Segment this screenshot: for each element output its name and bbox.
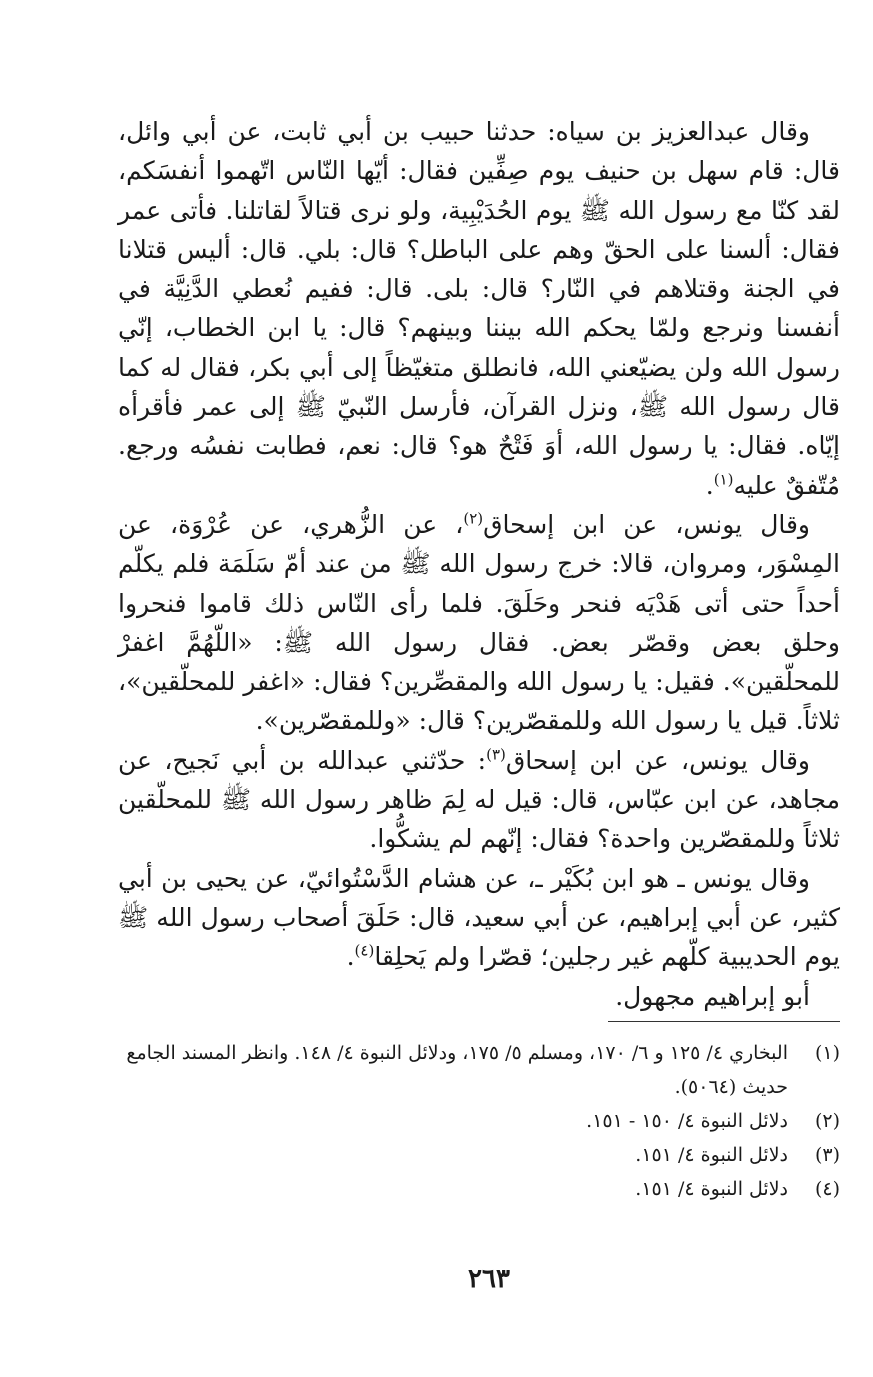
footnote-3 — [118, 1138, 840, 1172]
paragraph-1-text: وقال عبدالعزيز بن سياه: حدثنا حبيب بن أبي ثابت، عن أبي وائل، قال: قام سهل بن حنيف يوم صِفِّين فقال: أيّها النّاس اتّهموا أنفسَكم، لقد كنّا مع رسول الله ﷺ يوم الحُدَيْبِية، ولو نرى قتالاً لقاتلنا. فأتى عمر فقال: ألسنا على الحقّ وهم على الباطل؟ قال: بلي. قال: أليس قتلانا في الجنة وقتلاهم في النّار؟ قال: بلى. قال: ففيم نُعطي الدَّنِيَّة في أنفسنا ونرجع ولمّا يحكم الله بيننا وبينهم؟ قال: يا ابن الخطاب، إنّي رسول الله ولن يضيّعني الله، فانطلق متغيّظاً إلى أبي بكر، فقال له كما قال رسول الله ﷺ، ونزل القرآن، فأرسل النّبيّ ﷺ إلى عمر فأقرأه إيّاه. فقال: يا رسول الله، أوَ فَتْحٌ هو؟ قال: نعم، فطابت نفسُه ورجع. مُتّفقٌ عليه — [118, 117, 840, 500]
footnote-ref-2: (٢) — [463, 509, 484, 528]
footnote-4 — [118, 1172, 840, 1206]
footnote-2 — [118, 1104, 840, 1138]
paragraph-4-text: وقال يونس ـ هو ابن بُكَيْر ـ، عن هشام الدَّسْتُوائيّ، عن يحيى بن أبي كثير، عن أبي إبراهيم، عن أبي سعيد، قال: حَلَقَ أصحاب رسول الله ﷺ يوم الحديبية كلّهم غير رجلين؛ قصّرا ولم يَحلِقا — [118, 863, 840, 972]
page-number: ٢٦٣ — [468, 1264, 510, 1294]
paragraph-5 — [118, 977, 840, 1016]
footnote-number: (٢) — [814, 1110, 840, 1132]
footnote-text: البخاري ٤/ ١٢٥ و ٦/ ١٧٠، ومسلم ٥/ ١٧٥، ودلائل النبوة ٤/ ١٤٨. وانظر المسند الجامع حديث (٥٠٦٤). — [126, 1042, 788, 1098]
paragraph-3 — [118, 741, 840, 859]
footnote-1 — [118, 1036, 840, 1104]
footnote-text: دلائل النبوة ٤/ ١٥١. — [635, 1144, 788, 1166]
book-page — [118, 112, 840, 1292]
paragraph-1 — [118, 112, 840, 505]
footnote-ref-4: (٤) — [354, 941, 375, 960]
paragraph-3-tail: : حدّثني عبدالله بن أبي نَجيح، عن مجاهد، عن ابن عبّاس، قال: قيل له لِمَ ظاهر رسول الله ﷺ للمحلّقين ثلاثاً وللمقصّرين واحدة؟ فقال: إنّهم لم يشكُّوا. — [118, 745, 840, 854]
footnote-text: دلائل النبوة ٤/ ١٥١. — [635, 1178, 788, 1200]
paragraph-2-tail: ، عن الزُّهري، عن عُرْوَة، عن المِسْوَر، ومروان، قالا: خرج رسول الله ﷺ من عند أمّ سَلَمَة فلم يكلّم أحداً حتى أتى هَدْيَه فنحر وحَلَقَ. فلما رأى النّاس ذلك قاموا فنحروا وحلق بعض وقصّر بعض. فقال رسول الله ﷺ: «اللّهُمَّ اغفرْ للمحلّقين». فقيل: يا رسول الله والمقصِّرين؟ فقال: «اغفر للمحلّقين»، ثلاثاً. قيل يا رسول الله وللمقصّرين؟ قال: «وللمقصّرين». — [118, 509, 840, 736]
footnote-ref-3: (٣) — [486, 745, 506, 764]
paragraph-3-text: وقال يونس، عن ابن إسحاق — [505, 745, 811, 775]
main-text — [118, 112, 840, 1016]
paragraph-4 — [118, 859, 840, 977]
paragraph-1-tail: . — [705, 470, 714, 500]
paragraph-2 — [118, 505, 840, 741]
footnotes — [118, 1036, 840, 1206]
footnote-number: (٤) — [814, 1178, 840, 1200]
paragraph-4-tail: . — [346, 942, 355, 972]
footnote-ref-1: (١) — [713, 470, 734, 489]
footnote-number: (٣) — [814, 1144, 840, 1166]
footnote-text: دلائل النبوة ٤/ ١٥٠ - ١٥١. — [586, 1110, 788, 1132]
paragraph-5-text: أبو إبراهيم مجهول. — [615, 981, 810, 1011]
paragraph-2-text: وقال يونس، عن ابن إسحاق — [483, 509, 810, 539]
footnote-number: (١) — [814, 1042, 840, 1064]
footnote-separator — [608, 1021, 840, 1022]
